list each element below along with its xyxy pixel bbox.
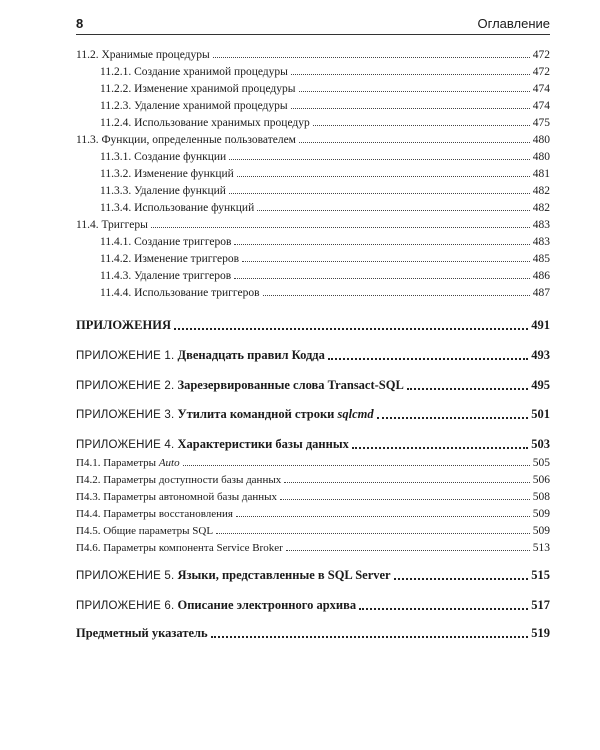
toc-appendix-5[interactable]: ПРИЛОЖЕНИЕ 5. Языки, представленные в SQL Server 515	[76, 568, 550, 582]
running-title: Оглавление	[477, 16, 550, 31]
toc-item-p4-2[interactable]: П4.2. Параметры доступности базы данных 506	[76, 474, 550, 486]
toc-item-11-3-1[interactable]: 11.3.1. Создание функции 480	[100, 151, 550, 163]
toc-item-11-3-3[interactable]: 11.3.3. Удаление функций 482	[100, 185, 550, 197]
toc-appendices[interactable]: ПРИЛОЖЕНИЯ 491	[76, 318, 550, 332]
page-number: 8	[76, 16, 84, 31]
toc-item-11-2-1[interactable]: 11.2.1. Создание хранимой процедуры 472	[100, 66, 550, 78]
toc-item-p4-1[interactable]: П4.1. Параметры Auto 505	[76, 457, 550, 469]
toc-appendix-4[interactable]: ПРИЛОЖЕНИЕ 4. Характеристики базы данных 503	[76, 437, 550, 451]
toc-item-11-4-4[interactable]: 11.4.4. Использование триггеров 487	[100, 287, 550, 299]
toc-item-p4-6[interactable]: П4.6. Параметры компонента Service Broker 513	[76, 542, 550, 554]
page-header	[76, 14, 550, 35]
toc-section-11-2[interactable]: 11.2. Хранимые процедуры 472	[76, 49, 550, 61]
toc-section-11-4[interactable]: 11.4. Триггеры 483	[76, 219, 550, 231]
toc-item-11-2-2[interactable]: 11.2.2. Изменение хранимой процедуры 474	[100, 83, 550, 95]
toc-item-p4-3[interactable]: П4.3. Параметры автономной базы данных 508	[76, 491, 550, 503]
toc-item-11-4-1[interactable]: 11.4.1. Создание триггеров 483	[100, 236, 550, 248]
toc-item-11-2-3[interactable]: 11.2.3. Удаление хранимой процедуры 474	[100, 100, 550, 112]
toc-index[interactable]: Предметный указатель 519	[76, 626, 550, 640]
toc-item-p4-5[interactable]: П4.5. Общие параметры SQL 509	[76, 525, 550, 537]
toc-section-11-3[interactable]: 11.3. Функции, определенные пользователем 480	[76, 134, 550, 146]
toc-appendix-2[interactable]: ПРИЛОЖЕНИЕ 2. Зарезервированные слова Transact-SQL 495	[76, 378, 550, 392]
toc-item-11-4-2[interactable]: 11.4.2. Изменение триггеров 485	[100, 253, 550, 265]
toc-item-11-3-4[interactable]: 11.3.4. Использование функций 482	[100, 202, 550, 214]
toc-item-p4-4[interactable]: П4.4. Параметры восстановления 509	[76, 508, 550, 520]
toc-item-11-2-4[interactable]: 11.2.4. Использование хранимых процедур 475	[100, 117, 550, 129]
toc-appendix-1[interactable]: ПРИЛОЖЕНИЕ 1. Двенадцать правил Кодда 493	[76, 348, 550, 362]
toc-item-11-4-3[interactable]: 11.4.3. Удаление триггеров 486	[100, 270, 550, 282]
toc-item-11-3-2[interactable]: 11.3.2. Изменение функций 481	[100, 168, 550, 180]
toc-appendix-3[interactable]: ПРИЛОЖЕНИЕ 3. Утилита командной строки sqlcmd 501	[76, 407, 550, 421]
toc-appendix-6[interactable]: ПРИЛОЖЕНИЕ 6. Описание электронного архива 517	[76, 598, 550, 612]
